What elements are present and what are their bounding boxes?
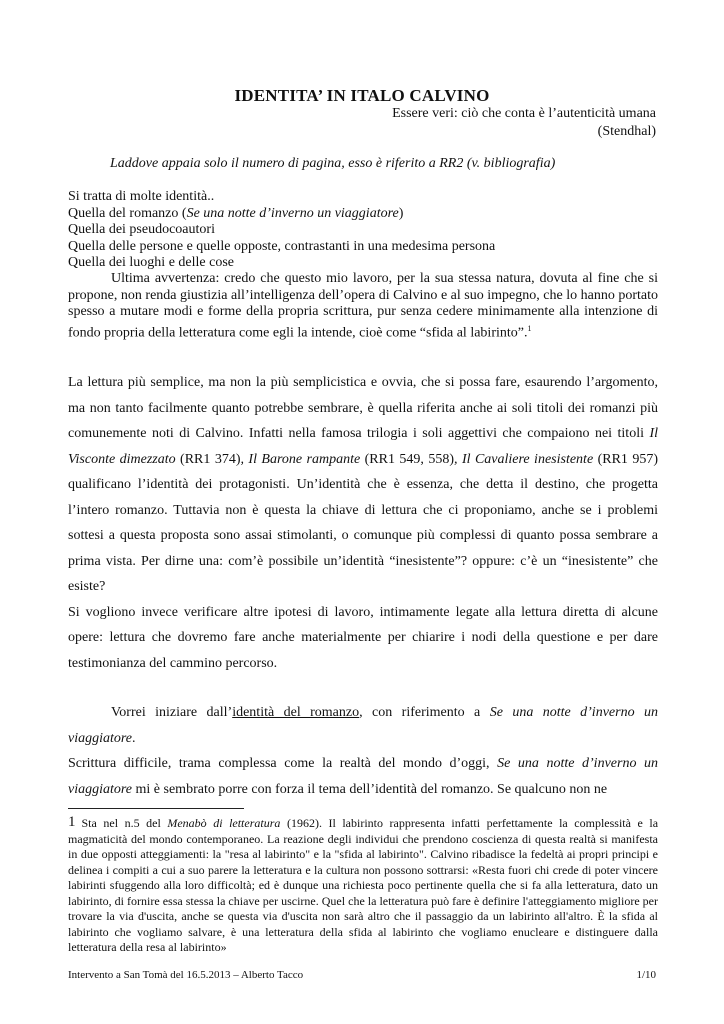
intro-line: Si tratta di molte identità.. (68, 189, 215, 204)
intro-list (68, 189, 658, 272)
body-paragraph-2 (68, 700, 658, 802)
novel-title: Se una notte d’inverno un viaggiatore (68, 705, 658, 746)
body-text: Si vogliono invece verificare altre ipotesi di lavoro, intimamente legate alla lettura diretta di alcune opere: lettura che dovremo fare anche materialmente per chiarire i nodi della questione e per dare testimonianza del cammino percorso. (68, 604, 658, 671)
epigraph-author: (Stendhal) (597, 124, 656, 139)
novel-title: Il Barone rampante (248, 451, 361, 467)
body-text: (RR1 957) qualificano l’identità dei protagonisti. Un’identità che è essenza, che detta il destino, che progetta l’intero romanzo. Tuttavia non è questa la chiave di lettura che ci proponiamo, anche se i problemi sottesi a questa proposta sono assai stimolanti, o comunque più complessi di quanto possa sembrare a prima vista. Per dirne una: com’è possibile un’identità “inesistente”? oppure: c’è un “inesistente” che esiste? (68, 451, 659, 594)
intro-line: Quella dei pseudocoautori (68, 222, 215, 237)
novel-title: Se una notte d’inverno un viaggiatore (68, 756, 659, 797)
body-text: Vorrei iniziare dall’ (111, 705, 233, 720)
page-title: IDENTITA’ IN ITALO CALVINO (234, 86, 490, 105)
body-text: (RR1 374) (175, 451, 241, 467)
novel-title: Il Visconte dimezzato (68, 426, 658, 467)
body-text: , (240, 451, 249, 467)
intro-text: ) (398, 205, 404, 221)
body-text: , (454, 451, 462, 467)
footnote-separator (68, 808, 244, 809)
intro-text: Quella del romanzo ( (68, 205, 187, 221)
journal-title: Menabò di letteratura (167, 816, 281, 830)
intro-line: Quella delle persone e quelle opposte, contrastanti in una medesima persona (68, 238, 496, 254)
footnote-text: (1962). Il labirinto rappresenta infatti perfettamente la complessità e la magmaticità del mondo contemporaneo. La reazione degli individui che prendono coscienza di questa realtà si manifesta in due opposti atteggiamenti: la "resa al labirinto" e la "sfida al labirinto". Calvino ribadisce la fedeltà ai propri principi e delinea i compiti a cui a suo parere la letteratura e la cultura non possono sottrarsi: «Resta fuori chi crede di poter vincere labirinti sfuggendo alla loro difficoltà; ed è dunque una richiesta poco pertinente quella che si fa alla letteratura, dato un labirinto, di fornire essa stessa la chiave per uscirne. Quel che la letteratura può fare è definire l'atteggiamento migliore per trovare la via d'uscita, anche se questa via d'uscita non sarà altro che il passaggio da un labirinto all'altro. È la sfida al labirinto che vogliamo salvare, è una letteratura della sfida al labirinto che vogliamo enucleare e distinguere dalla letteratura della resa al labirinto» (68, 816, 659, 954)
body-text: . (132, 730, 136, 746)
reference-note: Laddove appaia solo il numero di pagina, esso è riferito a RR2 (v. bibliografia) (110, 156, 556, 171)
body-text: Scrittura difficile, trama complessa come la realtà del mondo d’oggi, (68, 756, 498, 771)
intro-line (68, 206, 658, 223)
body-text: (RR1 549, 558) (360, 451, 455, 467)
page-number: 1/10 (636, 969, 656, 981)
epigraph-quote: Essere veri: ciò che conta è l’autenticità umana (392, 106, 656, 121)
footer-author: Intervento a San Tomà del 16.5.2013 – Alberto Tacco (68, 969, 304, 981)
body-text: , con riferimento a (359, 705, 490, 720)
footnote-text: Sta nel n.5 del (81, 816, 168, 830)
body-text: La lettura più semplice, ma non la più semplicistica e ovvia, che si possa fare, esaurendo l’argomento, ma non tanto facilmente quanto potrebbe sembrare, è quella riferita anche ai soli titoli dei romanzi più comunemente noti di Calvino. Infatti nella famosa trilogia i soli aggettivi che compaiono nei titoli (68, 375, 658, 441)
underlined-phrase: identità del romanzo (232, 705, 360, 720)
footnote (68, 815, 658, 956)
intro-line: Quella dei luoghi e delle cose (68, 255, 234, 270)
body-text: mi è sembrato porre con forza il tema dell’identità del romanzo. Se qualcuno non ne (132, 781, 608, 797)
footnote-number: 1 (68, 814, 76, 830)
body-paragraph-1 (68, 370, 658, 676)
advertence-text: Ultima avvertenza: credo che questo mio lavoro, per la sua stessa natura, dovuta al fine che si propone, non renda giustizia all’intelligenza dell’opera di Calvino e al suo impegno, che lo hanno portato spesso a mutare modi e forme della propria scrittura, pur senza cedere minimamente alla intenzione di fondo propria della letteratura come egli la intende, cioè come “sfida al labirinto”. (68, 271, 658, 341)
novel-title: Il Cavaliere inesistente (461, 451, 594, 467)
footnote-reference[interactable]: 1 (527, 323, 532, 333)
novel-title: Se una notte d’inverno un viaggiatore (186, 205, 399, 221)
advertence-paragraph (68, 271, 658, 342)
